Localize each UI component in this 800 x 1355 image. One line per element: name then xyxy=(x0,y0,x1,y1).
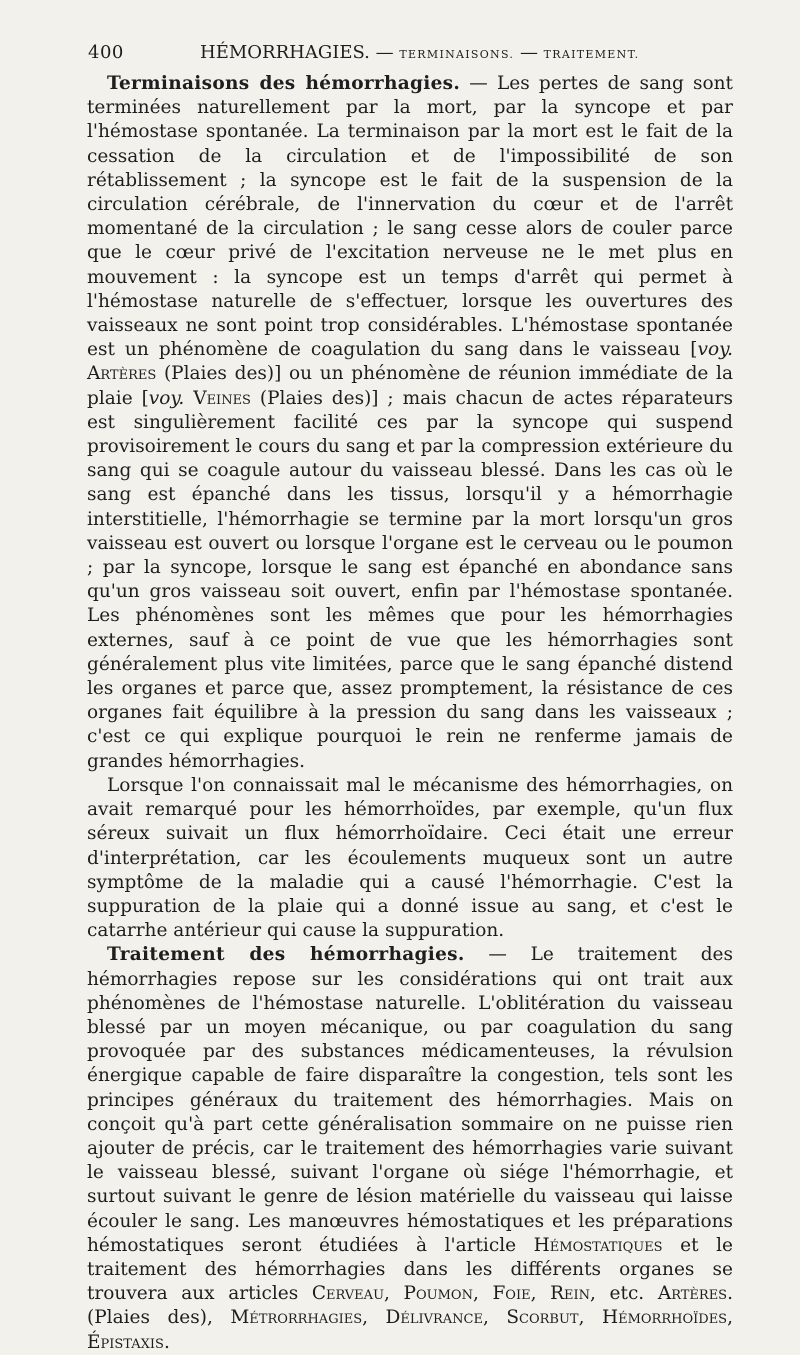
ref-poumon: Poumon xyxy=(403,1283,473,1305)
paragraph-mecanisme xyxy=(87,774,733,943)
text-segment: (Plaies des)] ou un phénomène de réunion immédiate de la plaie [ xyxy=(87,363,733,409)
ref-arteres: Artères xyxy=(87,363,157,385)
text-segment: — Les pertes de sang sont terminées naturellement par la mort, par la syncope et par l'hémostase spontanée. La terminaison par la mort est le fait de la cessation de la circulation et de l'impossibilité de son rétablissement ; la syncope est le fait de la suspension de la circulation cérébrale, de l'innervation du cœur et de l'arrêt momentané de la circulation ; le sang cesse alors de couler parce que le cœur privé de l'excitation nerveuse ne le met plus en mouvement : la syncope est un temps d'arrêt qui permet à l'hémostase naturelle de s'effectuer, lorsque les ouvertures des vaisseaux ne sont point trop considérables. L'hémostase spontanée est un phénomène de coagulation du sang dans le vaisseau [ xyxy=(87,73,733,361)
paragraph-terminaisons xyxy=(87,72,733,774)
punctuation: , xyxy=(482,1307,507,1329)
header-title: HÉMORRHAGIES. xyxy=(200,42,370,63)
header-section-traitement: TRAITEMENT. xyxy=(543,48,640,61)
header-section-terminaisons: TERMINAISONS. xyxy=(399,48,515,61)
punctuation: , xyxy=(384,1283,404,1305)
ref-epistaxis: Épistaxis xyxy=(87,1331,164,1353)
ref-scorbut: Scorbut xyxy=(506,1307,579,1329)
text-segment: , etc. xyxy=(590,1283,658,1305)
ref-rein: Rein xyxy=(550,1283,591,1305)
text-segment: (Plaies des)] ; mais chacun de actes réparateurs est singulièrement facilité ces par la syncope qui suspend provisoirement le cours du sang et par la compression extérieure du sang qui se coagule autour du vaisseau blessé. Dans les cas où le sang est épanché dans les tissus, lorsqu'il y a hémorrhagie interstitielle, l'hémorrhagie se termine par la mort lorsqu'un gros vaisseau est ouvert ou lorsque l'organe est le cerveau ou le poumon ; par la syncope, lorsque le sang est épanché en abondance sans qu'un gros vaisseau soit ouvert, enfin par l'hémostase spontanée. Les phénomènes sont les mêmes que pour les hémorrhagies externes, sauf à ce point de vue que les hémorrhagies sont généralement plus vite limitées, parce que le sang épanché distend les organes et parce que, assez promptement, la résistance de ces organes fait équilibre à la pression du sang dans les vaisseaux ; c'est ce qui explique pourquoi le rein ne renferme jamais de grandes hémorrhagies. xyxy=(87,387,733,772)
body-text xyxy=(87,72,733,1355)
punctuation: , xyxy=(727,1307,733,1329)
heading-traitement: Traitement des hémorrhagies. xyxy=(107,944,465,966)
ref-foie: Foie xyxy=(492,1283,531,1305)
header-separator: — xyxy=(514,42,544,63)
text-segment: — Le traitement des hémorrhagies repose sur les considérations qui ont trait aux phénomènes de l'hémostase naturelle. L'oblitération du vaisseau blessé par un moyen mécanique, ou par coagulation du sang provoquée par des substances médicamenteuses, la révulsion énergique capable de faire disparaître la congestion, tels sont les principes généraux du traitement des hémorrhagies. Mais on conçoit qu'à part cette généralisation sommaire on ne puisse rien ajouter de précis, car le traitement des hémorrhagies varie suivant le vaisseau blessé, suivant l'organe où siége l'hémorrhagie, et surtout suivant le genre de lésion matérielle du vaisseau qui laisse écouler le sang. Les manœuvres hémostatiques et les préparations hémostatiques seront étudiées à l'article xyxy=(87,944,733,1256)
text-segment: et le traitement des hémorrhagies dans les différents organes se trouvera aux articles xyxy=(87,1234,733,1305)
ref-delivrance: Délivrance xyxy=(385,1307,483,1329)
punctuation: , xyxy=(362,1307,386,1329)
ref-hemostatiques: Hémostatiques xyxy=(533,1234,663,1256)
punctuation: , xyxy=(530,1283,551,1305)
ref-cerveau: Cerveau xyxy=(311,1283,385,1305)
heading-terminaisons: Terminaisons des hémorrhagies. xyxy=(107,73,461,94)
ref-metrorrhagies: Métrorrhagies xyxy=(230,1307,363,1329)
text-segment: . (Plaies des), xyxy=(87,1283,733,1329)
paragraph-traitement xyxy=(87,943,733,1354)
text-segment: Lorsque l'on connaissait mal le mécanisme des hémorrhagies, on avait remarqué pour les hémorrhoïdes, par exemple, qu'un flux séreux suivait un flux hémorrhoïdaire. Ceci était une erreur d'interprétation, car les écoulements muqueux sont un autre symptôme de la maladie qui a causé l'hémorrhagie. C'est la suppuration de la plaie qui a donné issue au sang, et c'est le catarrhe antérieur qui cause la suppuration. xyxy=(87,774,733,942)
voy-abbrev: voy. xyxy=(697,339,733,361)
running-head-title xyxy=(200,42,639,63)
ref-arteres-plaies: Artères xyxy=(657,1283,728,1305)
header-separator: — xyxy=(369,42,400,63)
punctuation: , xyxy=(578,1307,602,1329)
page-number: 400 xyxy=(88,42,124,63)
running-header xyxy=(88,42,728,70)
voy-abbrev: voy. xyxy=(148,387,185,409)
punctuation: . xyxy=(163,1331,170,1353)
ref-hemorrhoides: Hémorrhoïdes xyxy=(601,1307,728,1329)
ref-veines: Veines xyxy=(193,387,251,409)
punctuation: , xyxy=(472,1283,493,1305)
